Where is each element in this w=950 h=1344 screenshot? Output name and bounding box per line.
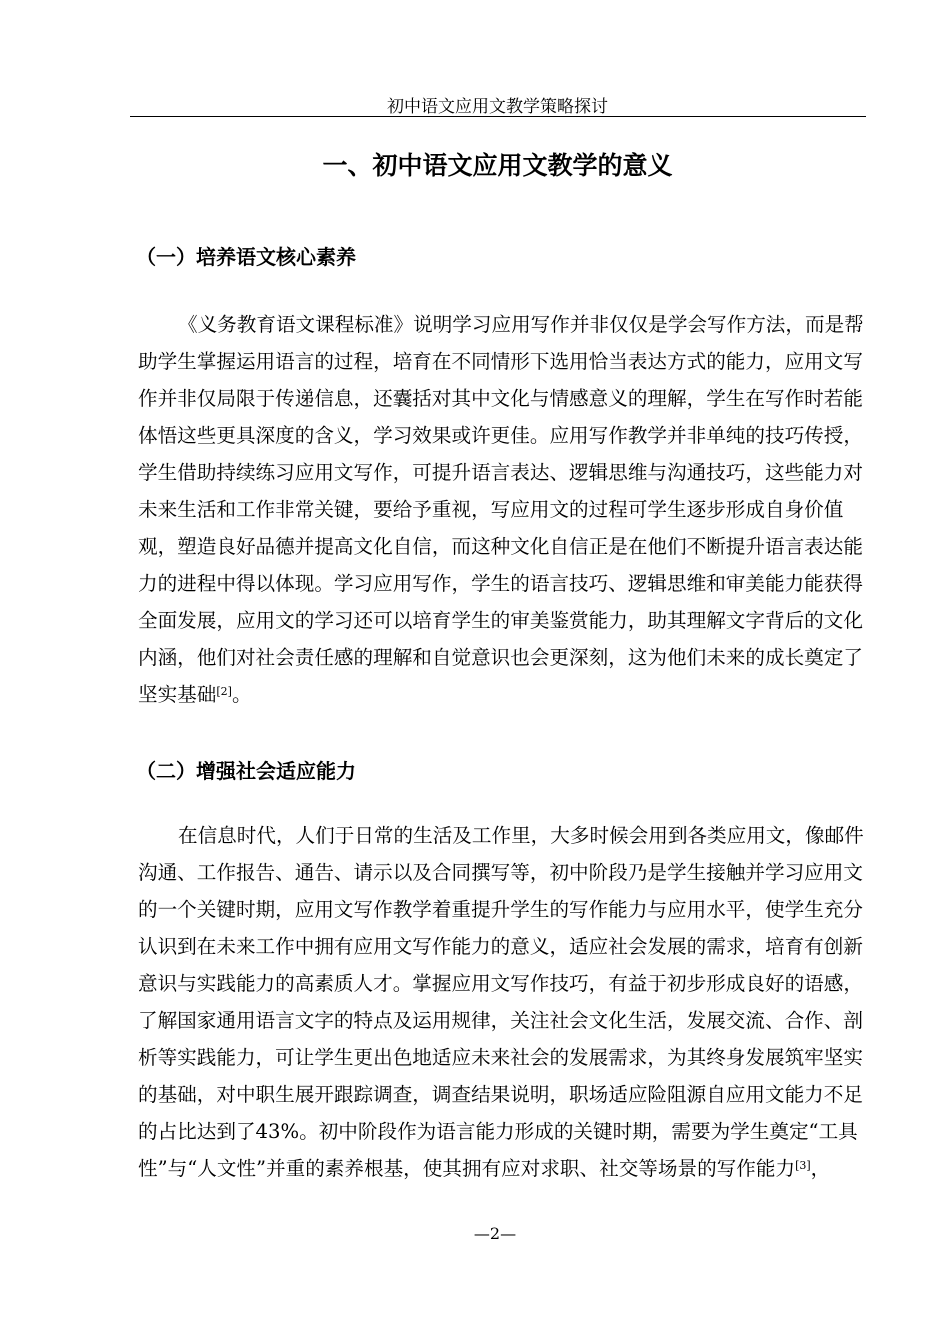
line-text: 内涵，他们对社会责任感的理解和自觉意识也会更深刻，这为他们未来的成长奠定了	[138, 646, 863, 669]
line-text: 《义务教育语文课程标准》说明学习应用写作并非仅仅是学会写作方法，而是帮	[178, 313, 864, 336]
text-line	[138, 1002, 863, 1039]
line-text: 性”与“人文性”并重的素养根基，使其拥有应对求职、社交等场景的写作能力	[138, 1157, 796, 1180]
line-text: 学生借助持续练习应用文写作，可提升语言表达、逻辑思维与沟通技巧，这些能力对	[138, 461, 863, 484]
paragraph-1	[138, 306, 864, 713]
text-line	[138, 565, 863, 602]
text-line	[138, 528, 863, 565]
paragraph-2	[138, 817, 864, 1187]
line-text: 未来生活和工作非常关键，要给予重视，写应用文的过程可学生逐步形成自身价值	[138, 498, 844, 521]
line-text: 的基础，对中职生展开跟踪调查，调查结果说明，职场适应险阻源自应用文能力不足	[138, 1083, 863, 1106]
line-text: 作并非仅局限于传递信息，还囊括对其中文化与情感意义的理解，学生在写作时若能	[138, 387, 863, 410]
line-text: 在信息时代，人们于日常的生活及工作里，大多时候会用到各类应用文，像邮件	[178, 824, 864, 847]
text-line	[138, 1113, 858, 1150]
punctuation: ，	[810, 1157, 831, 1180]
line-text: 沟通、工作报告、通告、请示以及合同撰写等，初中阶段乃是学生接触并学习应用文	[138, 861, 863, 884]
line-text: 观，塑造良好品德并提高文化自信，而这种文化自信正是在他们不断提升语言表达能	[138, 535, 863, 558]
chapter-title: 一、初中语文应用文教学的意义	[322, 151, 673, 180]
line-text: 坚实基础	[138, 683, 217, 706]
line-text: 的占比达到了43%。初中阶段作为语言能力形成的关键时期，需要为学生奠定“工具	[138, 1120, 858, 1143]
text-line	[138, 343, 863, 380]
line-text: 认识到在未来工作中拥有应用文写作能力的意义，适应社会发展的需求，培育有创新	[138, 935, 863, 958]
text-line	[138, 1150, 848, 1187]
line-text: 力的进程中得以体现。学习应用写作，学生的语言技巧、逻辑思维和审美能力能获得	[138, 572, 863, 595]
running-header: 初中语文应用文教学策略探讨	[387, 97, 608, 117]
line-text: 意识与实践能力的高素质人才。掌握应用文写作技巧，有益于初步形成良好的语感，	[138, 972, 863, 995]
text-line	[138, 1039, 863, 1076]
text-line	[138, 965, 863, 1002]
line-text: 的一个关键时期，应用文写作教学着重提升学生的写作能力与应用水平，使学生充分	[138, 898, 863, 921]
page-number: —2—	[473, 1224, 517, 1243]
line-text: 体悟这些更具深度的含义，学习效果或许更佳。应用写作教学并非单纯的技巧传授，	[138, 424, 863, 447]
section-heading-1: （一）培养语文核心素养	[136, 245, 356, 269]
line-text: 析等实践能力，可让学生更出色地适应未来社会的发展需求，为其终身发展筑牢坚实	[138, 1046, 863, 1069]
text-line	[138, 491, 848, 528]
text-line	[138, 817, 864, 854]
text-line	[138, 306, 864, 343]
text-line	[138, 1076, 863, 1113]
text-line	[138, 639, 863, 676]
text-line	[138, 854, 863, 891]
line-text: 全面发展，应用文的学习还可以培育学生的审美鉴赏能力，助其理解文字背后的文化	[138, 609, 863, 632]
text-line	[138, 380, 863, 417]
citation-ref[interactable]: [3]	[795, 1159, 811, 1172]
text-line	[138, 417, 863, 454]
line-text: 助学生掌握运用语言的过程，培育在不同情形下选用恰当表达方式的能力，应用文写	[138, 350, 863, 373]
text-line	[138, 602, 863, 639]
line-text: 了解国家通用语言文字的特点及运用规律，关注社会文化生活，发展交流、合作、剖	[138, 1009, 863, 1032]
citation-ref[interactable]: [2]	[216, 685, 232, 698]
text-line	[138, 676, 848, 713]
text-line	[138, 928, 863, 965]
text-line	[138, 454, 863, 491]
header-rule	[130, 116, 866, 117]
text-line	[138, 891, 863, 928]
punctuation: 。	[231, 683, 252, 706]
section-heading-2: （二）增强社会适应能力	[136, 759, 356, 783]
